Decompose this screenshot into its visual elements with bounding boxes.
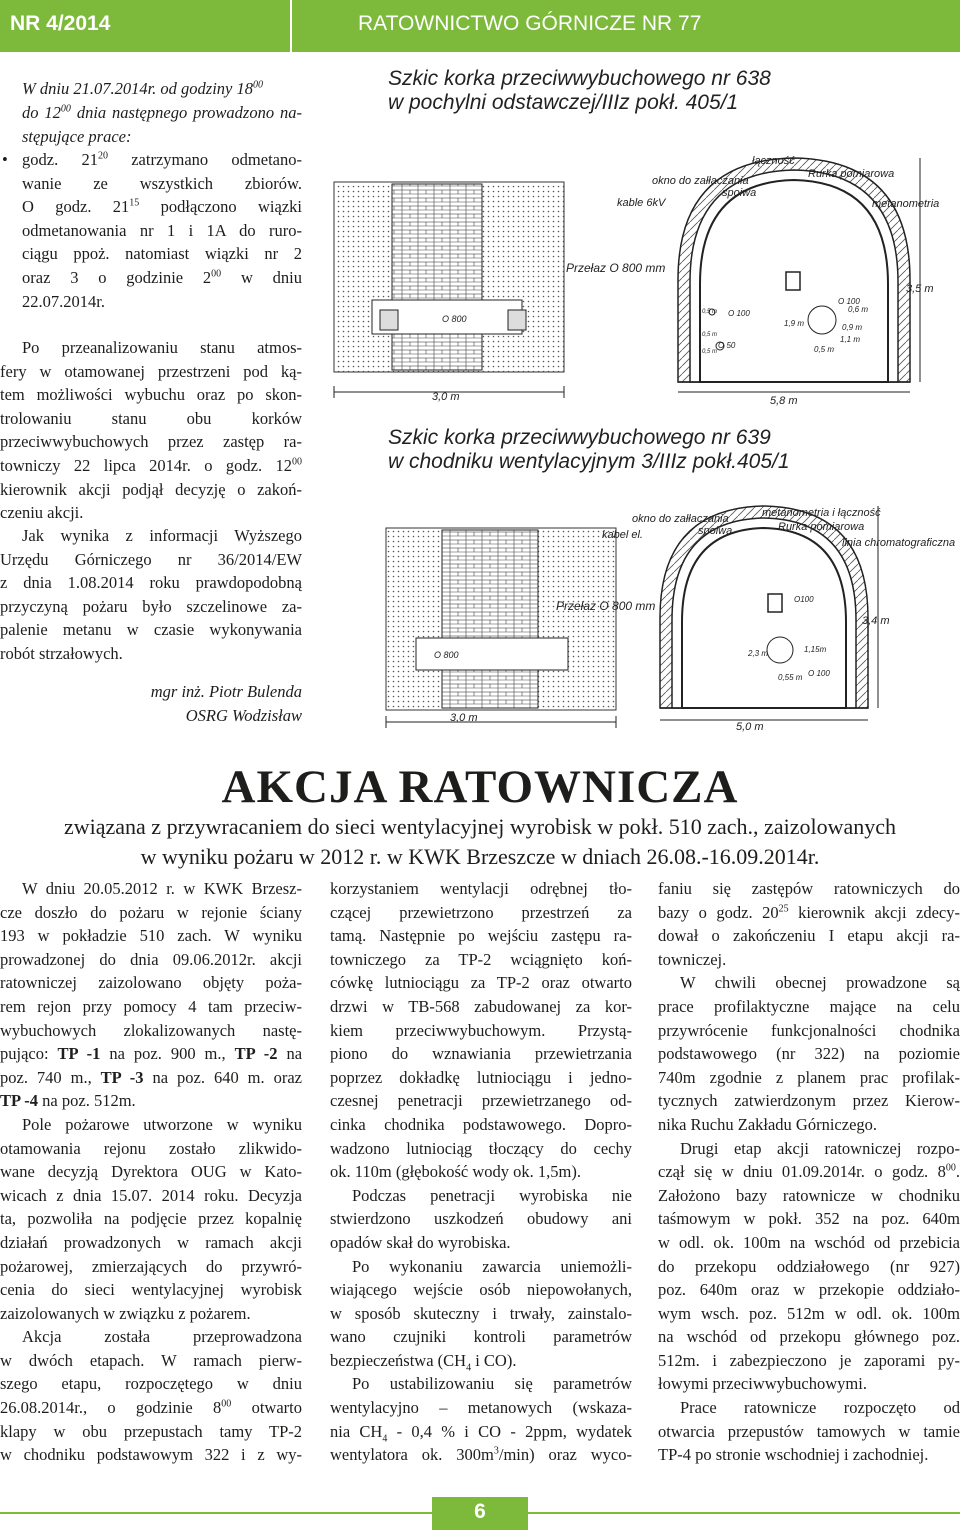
svg-text:okno do załłaczania: okno do załłaczania <box>652 175 749 187</box>
article-subtitle: związana z przywracaniem do sieci wentylacyjnej wyrobisk w pokł. 510 zach., zaizolowanych w wyniku pożaru w 2012 r. w KWK Brzeszcze w dniach 26.08.-16.09.2014r. <box>63 814 896 869</box>
svg-text:O 800: O 800 <box>442 314 467 324</box>
article-column-2: korzystaniem wentylacji odrębnej tło- czącej przewietrzono przestrzeń za tamą. Następnie po wejściu zastępu ra- towniczego za TP-2 wciągnięto koń- cówkę lutniociągu za TP-2 oraz otwarto drzwi w TB-568 zabudowanej za kor- kiem przeciwwybuchowym. Przystą- piono do wznawiania przewietrzania poprzez dokładkę lutniociągu i jedno- czesnej penetracji przewietrzanego od- cinka chodnika podstawowego. Dopro- wadzono lutniociąg tłoczący do cechy ok. 110m (głębokość wody ok. 1,5m). Podczas penetracji wyrobiska nie stwierdzono uszkodzeń obudowy ani opadów skał do wyrobiska. Po wykonaniu zawarcia uniemożli- wiającego wejście osób niepowołanych, w sposób skuteczny i trwały, zainstalo- wano czujniki kontroli parametrów bezpieczeństwa ($CH_4$ i CO). Po ustabilizowaniu się parametrów wentylacyjno – metanowych (wskaza- nia $CH_4 - 0,4$ % i CO - 2ppm, wydatek wentylatora ok. $300m^3/\min$) oraz wyco- <box>330 879 632 1465</box>
svg-text:O 800: O 800 <box>434 650 459 660</box>
svg-text:Przełaz O 800 mm: Przełaz O 800 mm <box>566 261 666 275</box>
svg-text:1,1 m: 1,1 m <box>840 335 861 344</box>
svg-text:1,15m: 1,15m <box>804 645 827 654</box>
diagram1-title: Szkic korka przeciwwybuchowego nr 638 w pochylni odstawczej/IIIz pokł. 405/1 <box>388 67 771 114</box>
svg-text:kable 6kV: kable 6kV <box>617 197 666 209</box>
svg-text:5,8 m: 5,8 m <box>770 395 798 407</box>
svg-text:Rurka pomiarowa: Rurka pomiarowa <box>808 168 895 180</box>
svg-text:3,0 m: 3,0 m <box>450 712 478 724</box>
diagram2-side-view <box>386 528 616 728</box>
svg-text:1,9 m: 1,9 m <box>784 319 805 328</box>
svg-text:metanometria: metanometria <box>872 198 940 210</box>
diagram1-side-view <box>334 182 564 403</box>
journal-title: RATOWNICTWO GÓRNICZE NR 77 <box>358 12 702 35</box>
svg-text:O 100: O 100 <box>838 297 860 306</box>
svg-text:linia chromatograficzna: linia chromatograficzna <box>842 537 956 549</box>
svg-text:O 100: O 100 <box>728 309 750 318</box>
svg-text:3,0 m: 3,0 m <box>432 391 460 403</box>
svg-text:kabel el.: kabel el. <box>602 529 643 541</box>
svg-text:spoiwa: spoiwa <box>698 525 733 537</box>
svg-text:Rurka pomiarowa: Rurka pomiarowa <box>778 521 865 533</box>
svg-text:okno do załłaczania: okno do załłaczania <box>632 513 729 525</box>
author-name: mgr inż. Piotr Bulenda <box>150 682 302 701</box>
svg-text:metanometria i łączność: metanometria i łączność <box>762 507 881 519</box>
svg-text:łączność: łączność <box>752 155 795 167</box>
issue-number: NR 4/2014 <box>10 12 111 35</box>
svg-text:5,0 m: 5,0 m <box>736 721 764 733</box>
svg-text:Przełaz O 800 mm: Przełaz O 800 mm <box>556 599 656 613</box>
author-org: OSRG Wodzisław <box>185 705 302 725</box>
intro-paragraph: W dniu 21.07.2014r. od godziny $18^{00}$ do $12^{00}$ dnia następnego prowadzono na- stępujące prace: <box>22 79 302 146</box>
svg-text:spoiwa: spoiwa <box>722 187 757 199</box>
article-column-3: faniu się zastępów ratowniczych do bazy o godz. $20^{25}$ kierownik akcji zdecy- dował o zakończeniu I etapu akcji ra- towniczej. W chwili obecnej prowadzone są prace profilaktyczne mające na celu przywrócenie funkcjonalności chodnika podstawowego (nr 322) na poziomie 740m zgodnie z planem prac profilak- tycznych zatwierdzonym przez Kierow- nika Ruchu Zakładu Górniczego. Drugi etap akcji ratowniczej rozpo- czął się w dniu 01.09.2014r. o godz. $8^{00}$. Założono bazy ratownicze w chodniku taśmowym w pokł. 352 na poz. 640m w odl. ok. 100m na wschód od przebicia do przekopu oddziałowego (nr 927) poz. 640m oraz w przekopie oddziało- wym wsch. poz. 512m w odl. ok. 100m na wschód od przekopu głównego poz. 512m. i zabezpieczono je zaporami py- łowymi przeciwwybuchowymi. Prace ratownicze rozpoczęto od otwarcia przepustów tamowych w tamie TP-4 po stronie wschodniej i zachodniej. <box>658 879 960 1465</box>
svg-text:0,5 m: 0,5 m <box>814 345 835 354</box>
diagram2-sketch <box>322 500 960 736</box>
page-number: 6 <box>474 1500 486 1523</box>
svg-text:0,5 m: 0,5 m <box>702 349 718 355</box>
svg-text:3,5 m: 3,5 m <box>906 283 934 295</box>
svg-text:2,3 m: 2,3 m <box>748 649 769 658</box>
page-header <box>0 0 960 52</box>
cause-paragraph: Jak wynika z informacji Wyższego Urzędu Górniczego nr 36/2014/EW z dnia 1.08.2014 roku prawdopodobną przyczyną pożaru było szczelinowe za- palenie metanu w czasie wykonywania robót strzałowych. <box>0 526 302 663</box>
svg-text:0,6 m: 0,6 m <box>848 305 869 314</box>
svg-text:0,5 m: 0,5 m <box>702 332 718 338</box>
article-title: AKCJA RATOWNICZA <box>221 761 739 813</box>
svg-text:0,5 m: 0,5 m <box>702 309 718 315</box>
svg-text:O 50: O 50 <box>718 341 736 350</box>
bullet-icon: • <box>2 150 8 169</box>
svg-text:O 100: O 100 <box>808 669 830 678</box>
analysis-paragraph: Po przeanalizowaniu stanu atmos- fery w otamowanej przestrzeni pod ką- tem możliwości wybuchu oraz po skon- trolowaniu stanu obu korków przeciwwybuchowych przez zastęp ra- towniczy 22 lipca 2014r. o godz. $12^{00}$ kierownik akcji podjął decyzję o zakoń- czeniu akcji. <box>0 338 302 523</box>
diagram1-sketch <box>322 150 960 410</box>
bullet-item: • godz. $21^{20}$ zatrzymano odmetano- wanie ze wszystkich zbiorów. O godz. $21^{15}$ podłączono wiązki odmetanowania nr 1 i 1A do ruro- ciągu ppoż. natomiast wiązki nr 2 oraz 3 o godzinie $2^{00}$ w dniu 22.07.2014r. <box>2 150 302 311</box>
author-signature <box>0 680 302 727</box>
svg-text:O100: O100 <box>794 595 814 604</box>
svg-text:0,55 m: 0,55 m <box>778 673 803 682</box>
article-column-1: W dniu 20.05.2012 r. w KWK Brzesz- cze doszło do pożaru w rejonie ściany 193 w pokładzie 510 zach. W wyniku prowadzonej do dnia 09.06.2012r. akcji ratowniczej zaizolowano objęty poża- rem rejon przy pomocy 4 tam przeciw- wybuchowych zlokalizowanych nastę- pująco: TP -1 na poz. 900 m., TP -2 na poz. 740 m., TP -3 na poz. 640 m. oraz TP -4 na poz. 512m. Pole pożarowe utworzone w wyniku otamowania rejonu zostało zlikwido- wane decyzją Dyrektora OUG w Kato- wicach z dnia 15.07. 2014 roku. Decyzja ta, pozwoliła na podjęcie przez kopalnię działań prowadzonych w ramach akcji pożarowej, zmierzających do przywró- cenia do sieci wentylacyjnej wyrobisk zaizolowanych w związku z pożarem. Akcja została przeprowadzona w dwóch etapach. W ramach pierw- szego etapu, rozpoczętego w dniu 26.08.2014r., o godzinie $8^{00}$ otwarto klapy w obu przepustach tamy TP-2 w chodniku podstawowym 322 i z wy- <box>0 879 303 1465</box>
diagram2-title: Szkic korka przeciwwybuchowego nr 639 w chodniku wentylacyjnym 3/IIIz pokł.405/1 <box>388 426 790 473</box>
svg-text:3,4 m: 3,4 m <box>862 615 890 627</box>
diagram1-front-view <box>566 155 939 407</box>
svg-text:0,9 m: 0,9 m <box>842 323 863 332</box>
